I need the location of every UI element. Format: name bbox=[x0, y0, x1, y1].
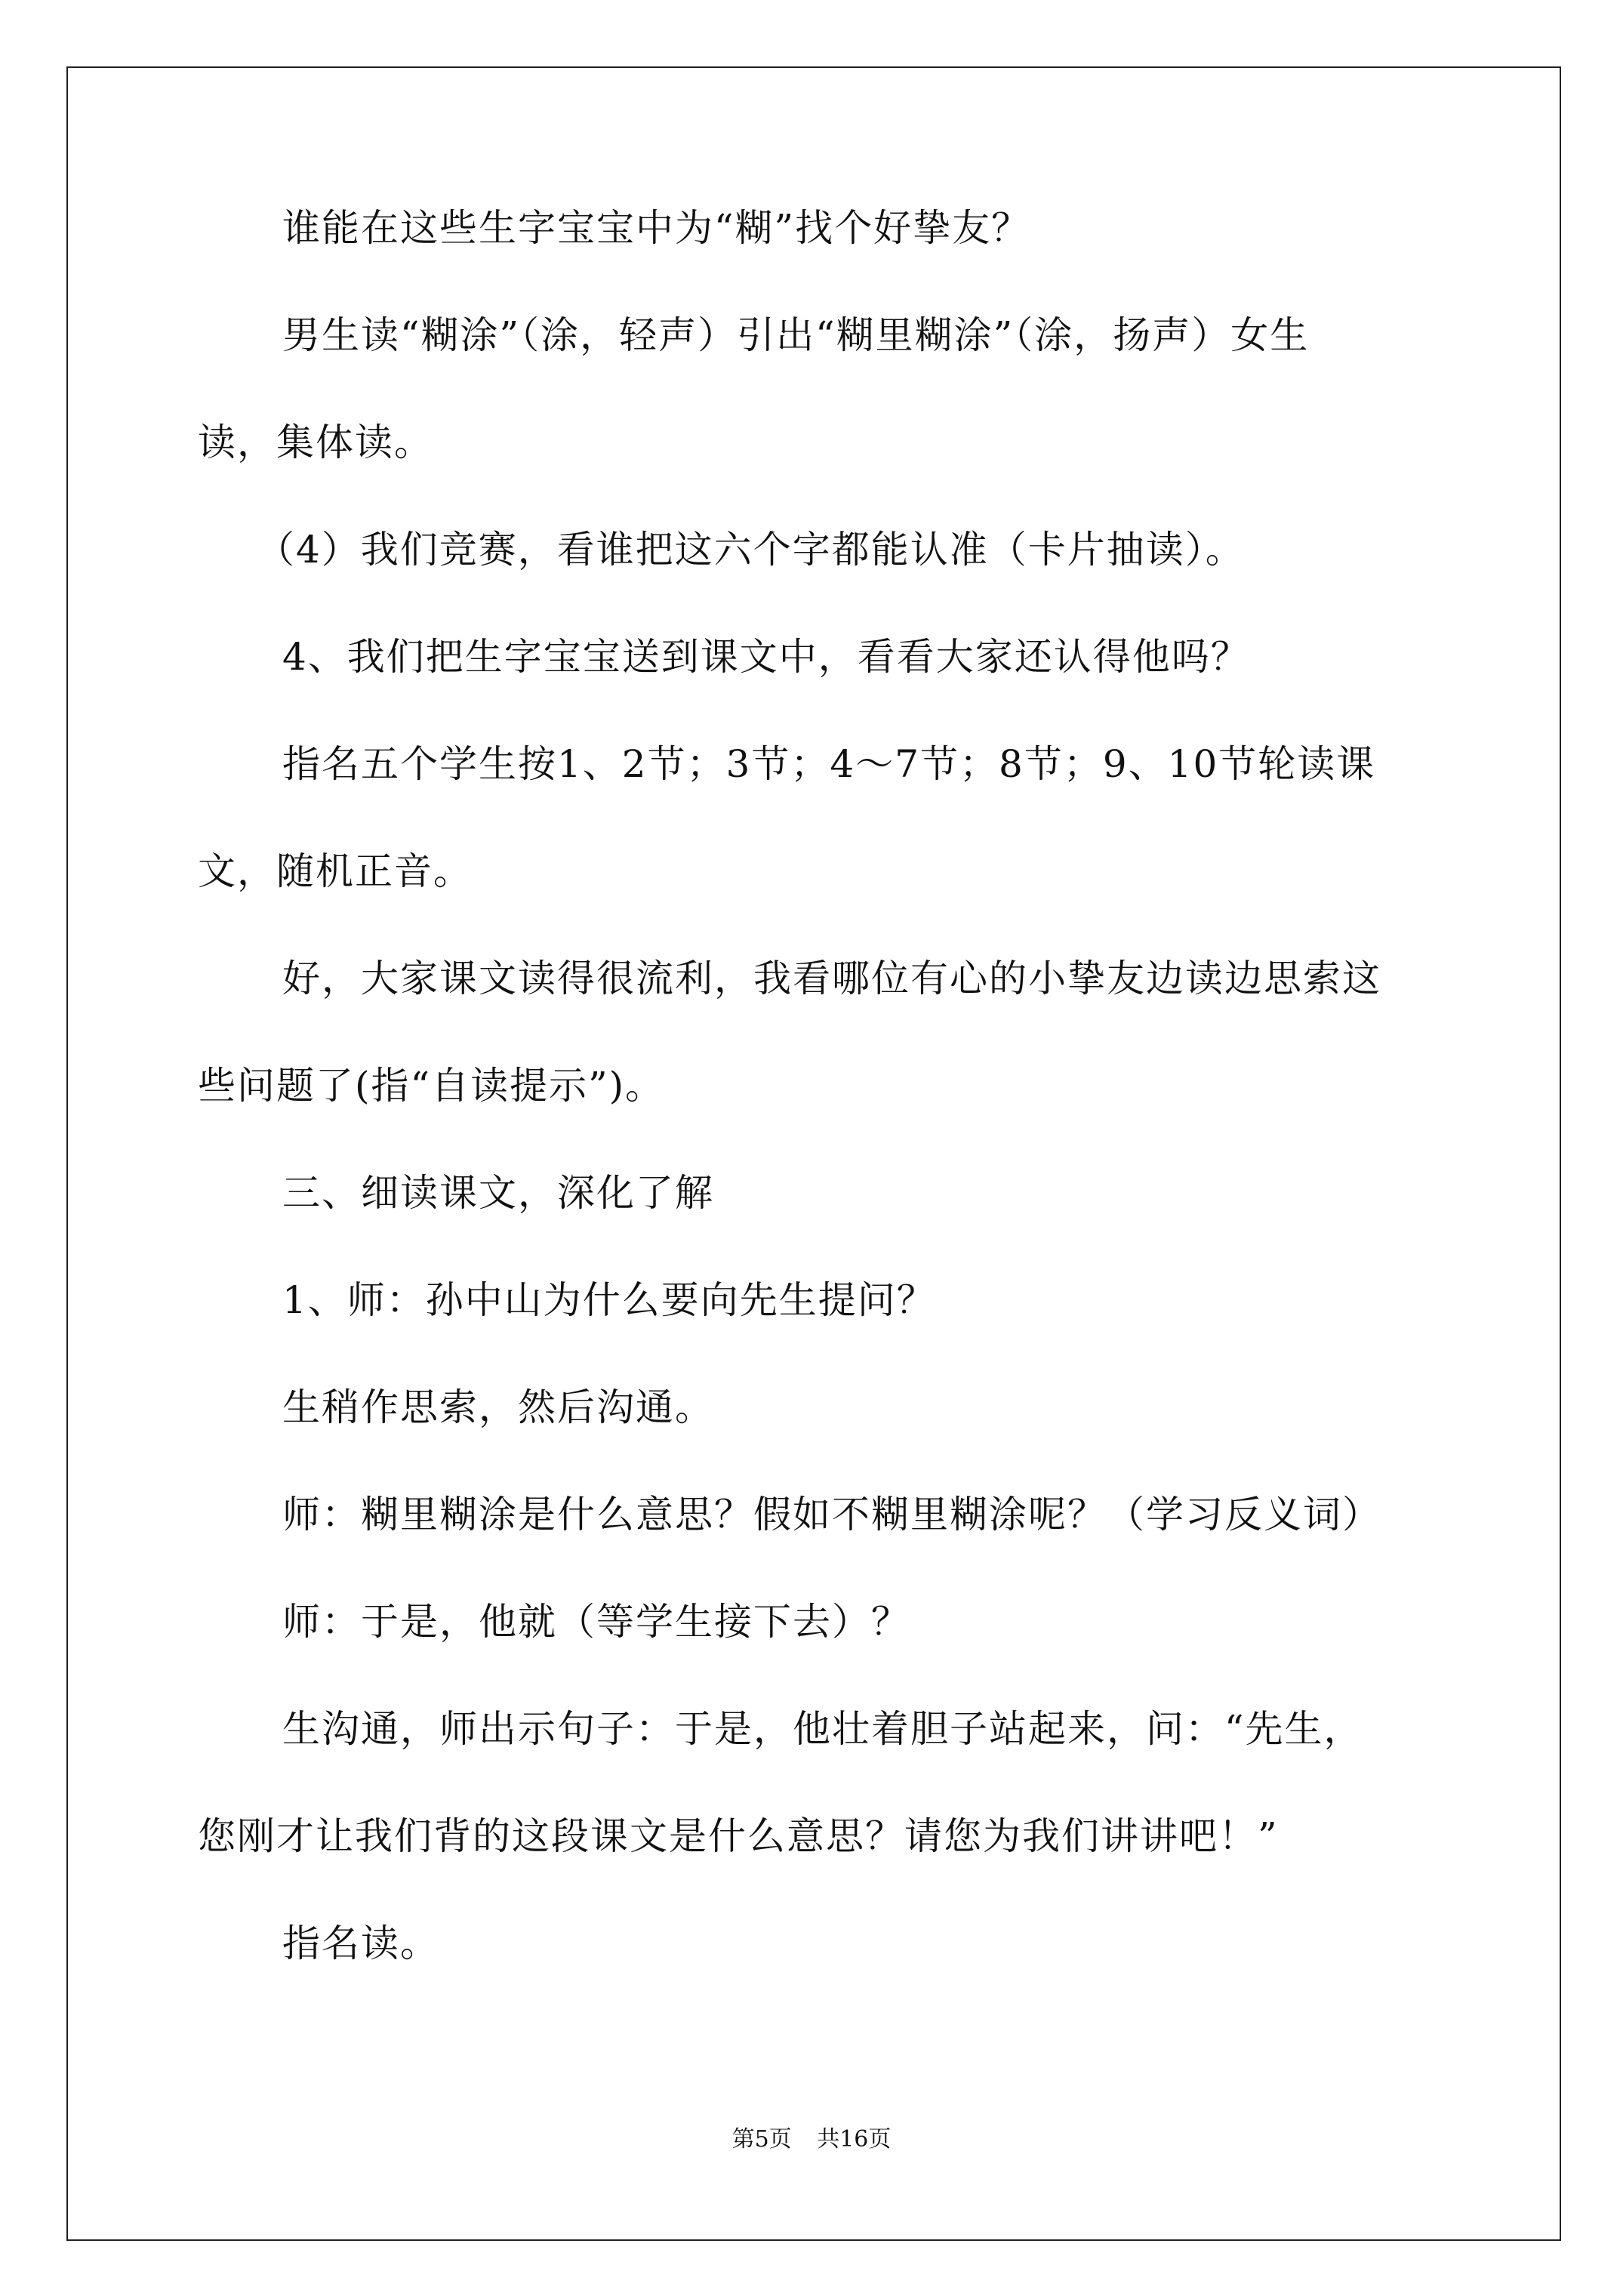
paragraph-line: 指名五个学生按1、2节；3节；4～7节；8节；9、10节轮读课 bbox=[282, 742, 1376, 786]
page-total: 共16页 bbox=[817, 2126, 892, 2153]
page-number: 第5页 bbox=[731, 2126, 792, 2153]
paragraph-line: 文，随机正音。 bbox=[198, 849, 473, 893]
section-heading: 三、细读课文，深化了解 bbox=[282, 1171, 714, 1215]
page-border bbox=[66, 66, 1561, 2241]
paragraph-line: 师：糊里糊涂是什么意思？假如不糊里糊涂呢？（学习反义词） bbox=[282, 1493, 1381, 1536]
paragraph-line: （4）我们竞赛，看谁把这六个字都能认准（卡片抽读）。 bbox=[257, 528, 1245, 572]
paragraph-line: 男生读“糊涂”（涂，轻声）引出“糊里糊涂”（涂，扬声）女生 bbox=[282, 313, 1310, 357]
page-footer bbox=[0, 2125, 1623, 2155]
paragraph-line: 谁能在这些生字宝宝中为“糊”找个好挚友？ bbox=[282, 206, 1031, 250]
paragraph-line: 好，大家课文读得很流利，我看哪位有心的小挚友边读边思索这 bbox=[282, 957, 1381, 1000]
paragraph-line: 指名读。 bbox=[282, 1922, 439, 1965]
paragraph-line: 读，集体读。 bbox=[198, 421, 433, 464]
paragraph-line: 1、师：孙中山为什么要向先生提问？ bbox=[282, 1278, 936, 1322]
paragraph-line: 生沟通，师出示句子：于是，他壮着胆子站起来，问：“先生， bbox=[282, 1707, 1363, 1751]
paragraph-line: 4、我们把生字宝宝送到课文中，看看大家还认得他吗？ bbox=[282, 635, 1250, 679]
paragraph-line: 生稍作思索，然后沟通。 bbox=[282, 1385, 714, 1429]
paragraph-line: 些问题了(指“自读提示”)。 bbox=[198, 1064, 665, 1108]
paragraph-line: 师：于是，他就（等学生接下去）？ bbox=[282, 1600, 910, 1644]
paragraph-line: 您刚才让我们背的这段课文是什么意思？请您为我们讲讲吧！” bbox=[198, 1814, 1279, 1858]
